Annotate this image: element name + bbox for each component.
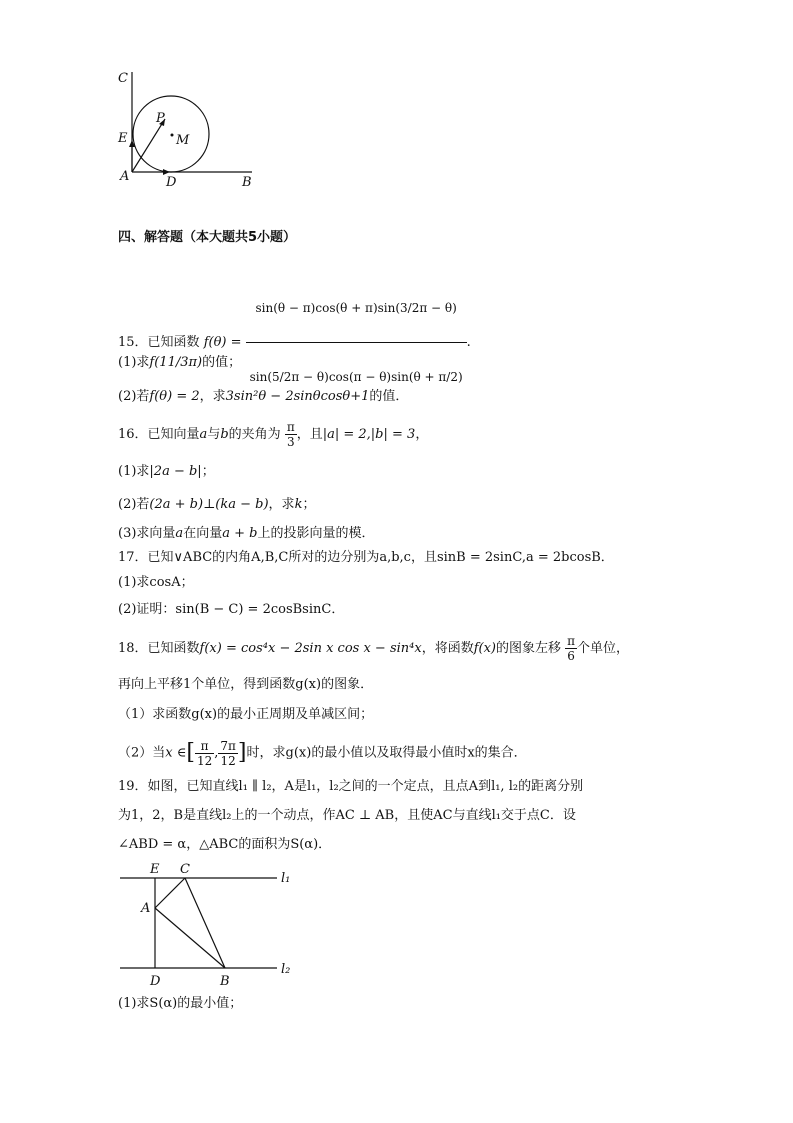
q16-vec-b: b: [220, 427, 229, 442]
q18-shift-den: 6: [567, 649, 575, 663]
q16-stem: [118, 420, 428, 450]
q15-p1-arg: f(11/3π): [149, 355, 203, 370]
q16-d: ，且: [296, 427, 323, 442]
q16-p1-suffix: ；: [201, 464, 215, 479]
q16-p2-suffix: ；: [302, 497, 316, 512]
q16-cond: |a| = 2,|b| = 3: [322, 427, 416, 442]
q16-b: 与: [207, 427, 221, 442]
q16-p3-vec: a: [175, 526, 184, 541]
q15-p2-expr: 3sin²θ − 2sinθcosθ+1: [225, 389, 370, 404]
label-b2: B: [220, 974, 230, 989]
q18-d: 个单位，: [577, 641, 630, 656]
q16-part1: [118, 463, 215, 481]
label-a: A: [120, 169, 130, 184]
q18-int-b: [218, 739, 238, 768]
label-d: D: [166, 175, 177, 190]
label-d2: D: [150, 974, 161, 989]
q15-p2-suffix: 的值．: [369, 389, 409, 404]
q18-int-b-num: 7π: [220, 738, 236, 753]
q18-p2-x: x ∈: [165, 745, 187, 761]
q16-p3-expr: a + b: [222, 526, 258, 541]
q18-int-a-den: 12: [196, 753, 213, 768]
label-m: M: [176, 133, 190, 148]
q15-part2: [118, 388, 408, 406]
q18-part1: （1）求函数g(x)的最小正周期及单减区间；: [118, 707, 374, 722]
q16-a: 16．已知向量: [118, 427, 200, 442]
figure-circle-diagram: [110, 62, 270, 192]
q16-p3-mid: 在向量: [183, 526, 223, 541]
q16-angle-num: π: [286, 420, 295, 434]
q19-line2: 为1，2，B是直线l₂上的一个动点，作AC ⊥ AB，且使AC与直线l₁交于点C．设: [118, 808, 576, 823]
q16-c: 的夹角为: [228, 427, 281, 442]
label-l2: l₂: [281, 962, 291, 977]
q16-p2-mid: ，求: [268, 497, 295, 512]
figure-parallel-lines: [115, 858, 300, 993]
q17-part1: (1)求cosA；: [118, 575, 194, 590]
q15-p1-suffix: 的值；: [202, 355, 242, 370]
q16-part3: [118, 525, 374, 543]
q16-p1-expr: |2a − b|: [149, 464, 202, 479]
label-a2: A: [141, 901, 151, 916]
label-l1: l₁: [281, 871, 291, 886]
q15-denominator: sin(5/2π − θ)cos(π − θ)sin(θ + π/2): [249, 370, 463, 384]
segment-ab: [155, 908, 225, 968]
q15-p1-prefix: (1)求: [118, 355, 150, 370]
q18-part2: （2）当x ∈[ $\frac{\pi}{12}$ , $\frac{7\pi}{12}$ ]时，求g(x)的最小值以及取得最小值时x的集合．: [118, 738, 527, 768]
q18-p2-prefix: （2）当: [118, 745, 166, 761]
q17-part2: (2)证明：sin(B − C) = 2cosBsinC．: [118, 602, 345, 617]
q18-line2: 再向上平移1个单位，得到函数g(x)的图象．: [118, 677, 374, 692]
q15-end: .: [466, 335, 471, 350]
label-b: B: [242, 175, 252, 190]
q16-p1-prefix: (1)求: [118, 464, 150, 479]
q16-angle-den: 3: [286, 435, 295, 449]
q16-vec-a: a: [199, 427, 208, 442]
q15-part1: [118, 348, 241, 378]
q15-lhs: f(θ) =: [203, 335, 242, 350]
q16-e: ，: [415, 427, 429, 442]
q18-a: 18．已知函数: [118, 641, 200, 656]
q16-angle: [285, 420, 297, 449]
q16-p2-expr: (2a + b)⊥(ka − b): [149, 497, 269, 512]
q18-int-a: [195, 739, 214, 768]
q16-part2: [118, 496, 315, 514]
q19-part1: (1)求S(α)的最小值；: [118, 996, 243, 1011]
segment-cb: [185, 878, 225, 968]
q18-b: ，将函数: [421, 641, 474, 656]
q18-func: f(x) = cos⁴x − 2sin x cos x − sin⁴x: [199, 641, 422, 656]
q17-stem: 17．已知∨ABC的内角A,B,C所对的边分别为a,b,c，且sinB = 2sinC,a = 2bcosB．: [118, 550, 614, 565]
q16-p2-prefix: (2)若: [118, 497, 150, 512]
q18-c: 的图象左移: [496, 641, 562, 656]
q15-p2-prefix: (2)若: [118, 389, 150, 404]
q15-numerator: sin(θ − π)cos(θ + π)sin(3/2π − θ): [246, 276, 467, 343]
label-e: E: [118, 131, 128, 146]
section-title: 四、解答题（本大题共5小题）: [118, 230, 297, 245]
q15-p2-cond: f(θ) = 2: [149, 389, 200, 404]
q18-fx: f(x): [473, 641, 496, 656]
point-m: [171, 134, 174, 137]
segment-ac: [155, 878, 185, 908]
q16-p3-prefix: (3)求向量: [118, 526, 176, 541]
q16-p2-var: k: [294, 497, 303, 512]
q18-int-b-den: 12: [220, 753, 236, 768]
q16-p3-suffix: 上的投影向量的模．: [257, 526, 375, 541]
label-c2: C: [180, 862, 190, 877]
q18-shift-num: π: [567, 634, 576, 648]
q19-line3: ∠ABD = α，△ABC的面积为S(α)．: [118, 837, 332, 852]
q18-int-a-num: π: [195, 739, 214, 754]
label-e2: E: [150, 862, 160, 877]
q18-shift: [565, 634, 577, 663]
q15-p2-mid: ，求: [199, 389, 226, 404]
label-p: P: [156, 111, 165, 126]
q18-p2-suffix: 时，求g(x)的最小值以及取得最小值时x的集合．: [246, 745, 527, 761]
q15-prefix: 15．已知函数: [118, 335, 200, 350]
label-c: C: [118, 71, 128, 86]
q19-line1: 19．如图，已知直线l₁ ∥ l₂，A是l₁，l₂之间的一个定点，且点A到l₁, l₂的距离分别: [118, 779, 584, 794]
q18-stem: [118, 634, 629, 664]
